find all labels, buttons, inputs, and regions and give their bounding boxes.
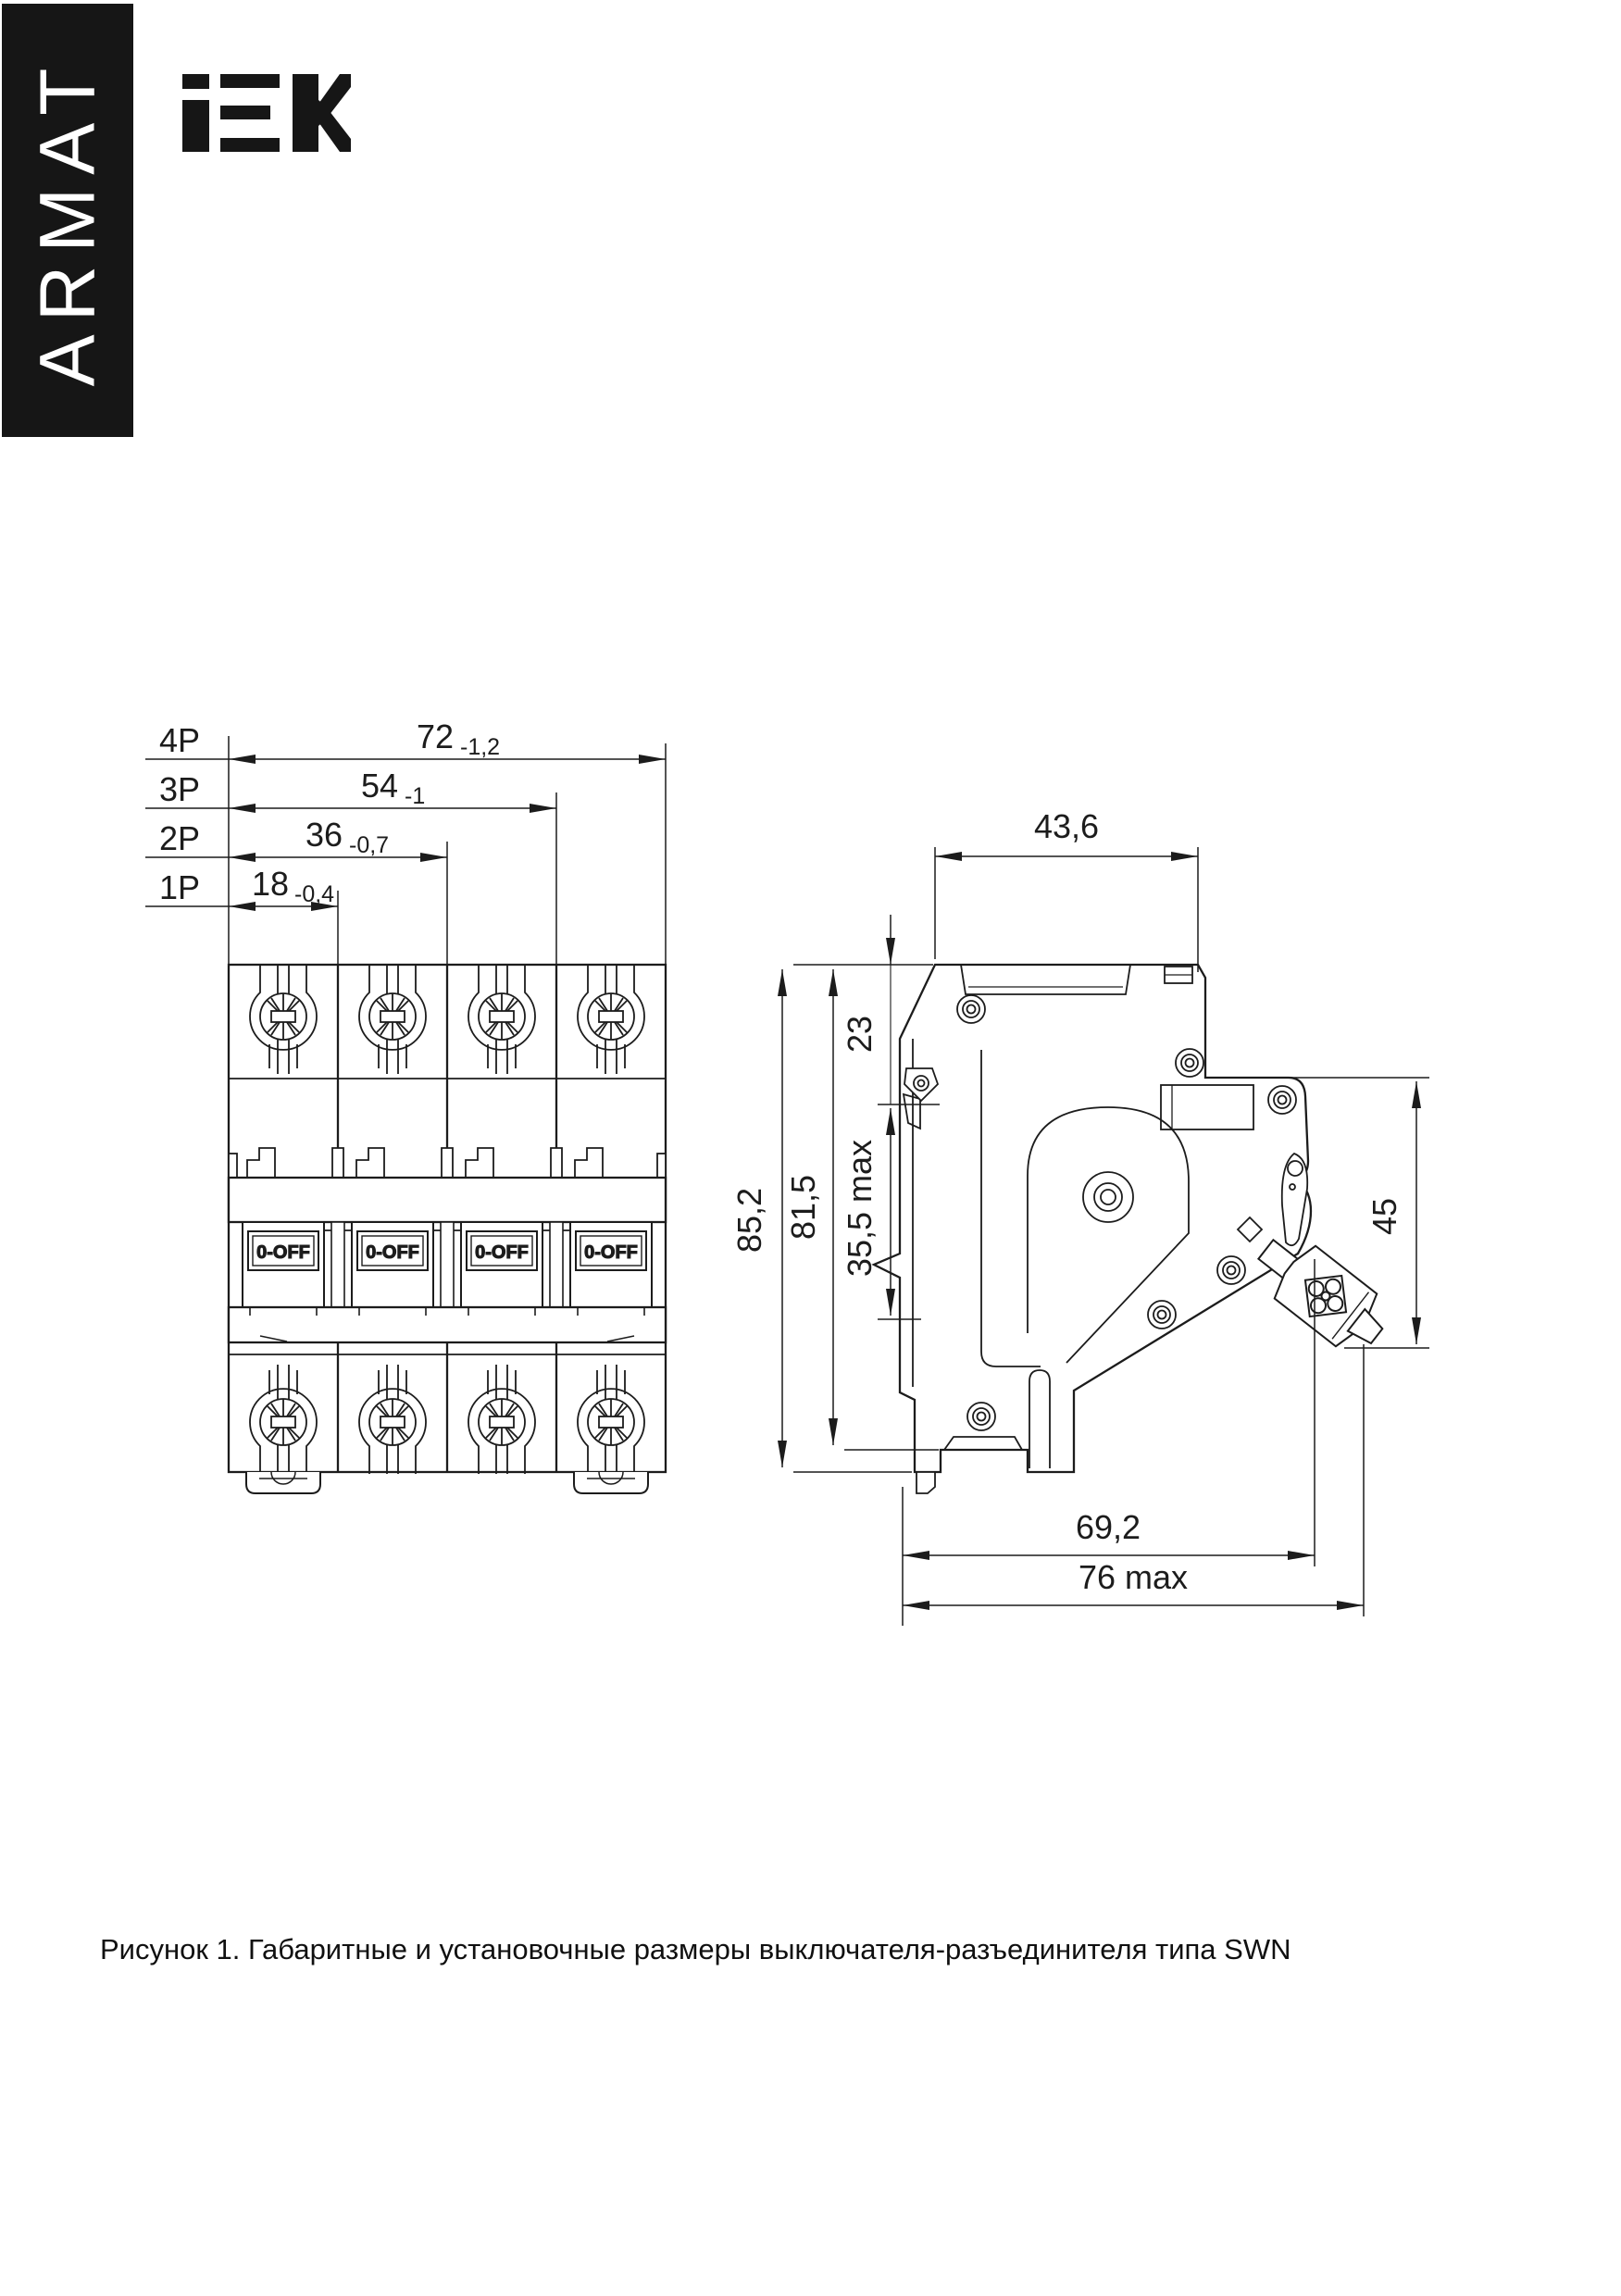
dim-tol-3p: -1: [405, 783, 426, 809]
dim-width-4p: 72: [416, 718, 455, 755]
dim-body-depth: 69,2: [1075, 1508, 1141, 1546]
toggle-label-4: 0-OFF: [584, 1242, 638, 1263]
toggle-label-1: 0-OFF: [256, 1242, 310, 1263]
side-body-outline: [874, 965, 1311, 1472]
pole-label-3p: 3P: [159, 770, 201, 808]
pole-label-2p: 2P: [159, 819, 201, 857]
dim-terminal-height: 45: [1365, 1197, 1403, 1236]
dim-tol-1p: -0,4: [294, 881, 335, 907]
figure-caption: Рисунок 1. Габаритные и установочные размеры выключателя-разъединителя типа SWN: [100, 1933, 1291, 1965]
toggle-label-2: 0-OFF: [366, 1242, 419, 1263]
dim-width-1p: 18: [251, 865, 290, 903]
dim-din-zone: 35,5 max: [841, 1139, 879, 1278]
dim-tol-2p: -0,7: [349, 832, 390, 858]
armat-series-label: ARMAT: [23, 55, 111, 386]
dim-body-height: 81,5: [784, 1174, 822, 1241]
pole-label-1p: 1P: [159, 868, 201, 906]
front-view-drawing: [145, 718, 666, 1493]
front-din-feet: [246, 1472, 648, 1493]
dim-top-width: 43,6: [1033, 807, 1100, 845]
dim-front-depth: 23: [841, 1015, 879, 1054]
toggle-label-3: 0-OFF: [475, 1242, 529, 1263]
dim-width-2p: 36: [305, 816, 343, 854]
dim-tol-4p: -1,2: [460, 734, 501, 760]
dim-max-depth: 76 max: [1078, 1558, 1189, 1596]
dim-overall-height: 85,2: [730, 1187, 768, 1254]
pole-label-4p: 4P: [159, 721, 201, 759]
dim-width-3p: 54: [360, 767, 399, 805]
side-view-drawing: [730, 807, 1429, 1626]
front-toggle-row: [243, 1222, 652, 1307]
front-dim-lines: [145, 736, 666, 965]
